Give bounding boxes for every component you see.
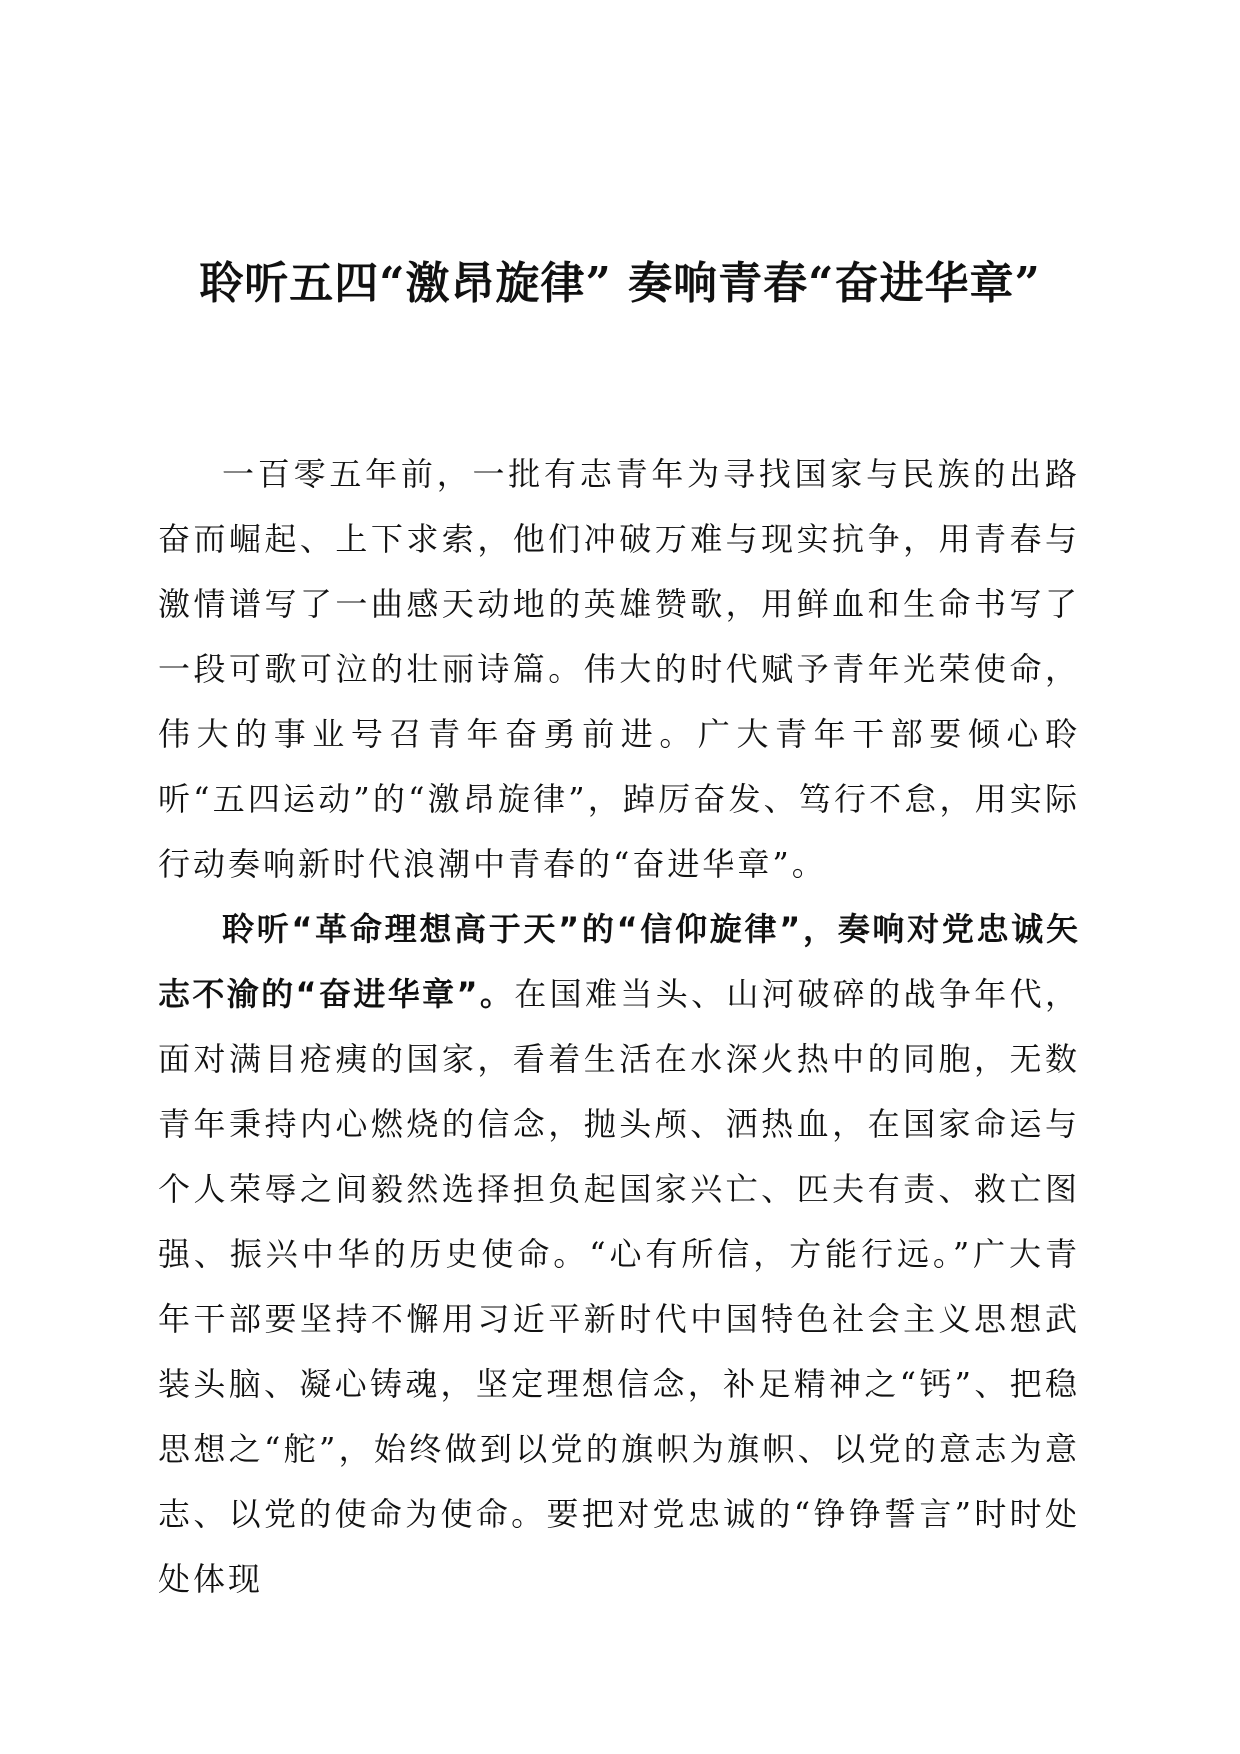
paragraph-2 <box>158 897 1080 1612</box>
document-body <box>158 442 1080 1612</box>
document-title: 聆听五四“激昂旋律” 奏响青春“奋进华章” <box>199 258 1041 309</box>
paragraph-2-lead: 聆听“革命理想高于天”的“信仰旋律”，奏响对党忠诚矢志不渝的“奋进华章”。 <box>158 910 1080 1013</box>
paragraph-1 <box>158 442 1080 897</box>
paragraph-1-text: 一百零五年前，一批有志青年为寻找国家与民族的出路奋而崛起、上下求索，他们冲破万难与现实抗争，用青春与激情谱写了一曲感天动地的英雄赞歌，用鲜血和生命书写了一段可歌可泣的壮丽诗篇。伟大的时代赋予青年光荣使命，伟大的事业号召青年奋勇前进。广大青年干部要倾心聆听“五四运动”的“激昂旋律”，踔厉奋发、笃行不怠，用实际行动奏响新时代浪潮中青春的“奋进华章”。 <box>158 455 1080 883</box>
paragraph-2-text: 在国难当头、山河破碎的战争年代，面对满目疮痍的国家，看着生活在水深火热中的同胞，无数青年秉持内心燃烧的信念，抛头颅、洒热血，在国家命运与个人荣辱之间毅然选择担负起国家兴亡、匹夫有责、救亡图强、振兴中华的历史使命。“心有所信，方能行远。”广大青年干部要坚持不懈用习近平新时代中国特色社会主义思想武装头脑、凝心铸魂，坚定理想信念，补足精神之“钙”、把稳思想之“舵”，始终做到以党的旗帜为旗帜、以党的意志为意志、以党的使命为使命。要把对党忠诚的“铮铮誓言”时时处处体现 <box>158 975 1080 1598</box>
